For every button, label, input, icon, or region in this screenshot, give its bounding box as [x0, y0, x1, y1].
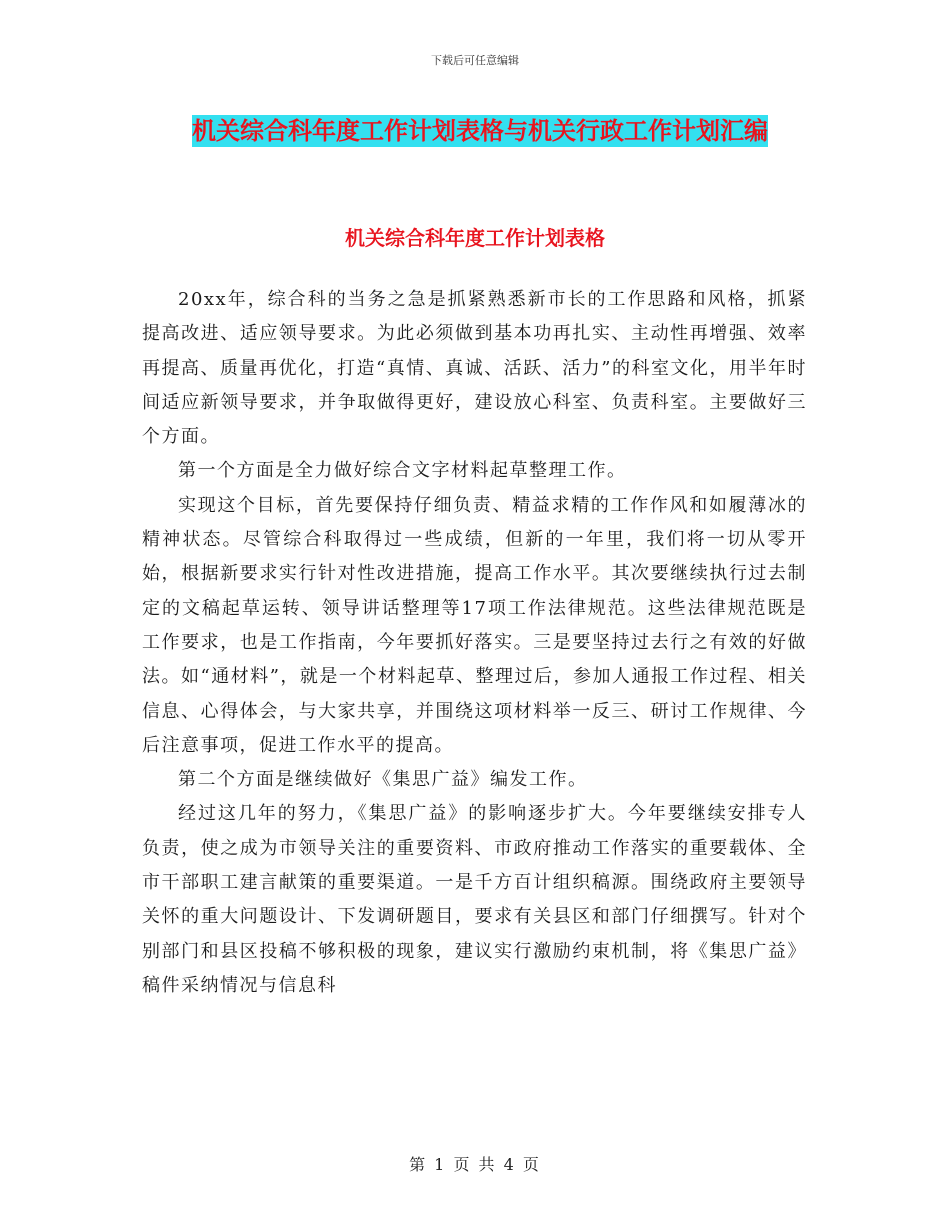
page-number-footer: 第 1 页 共 4 页: [409, 1155, 541, 1174]
header-note: 下载后可任意编辑: [431, 54, 519, 67]
body-paragraph: 第二个方面是继续做好《集思广益》编发工作。: [178, 769, 588, 791]
document-title-text: 机关综合科年度工作计划表格与机关行政工作计划汇编: [192, 117, 768, 145]
document-title: [140, 110, 820, 152]
section-title: 机关综合科年度工作计划表格: [345, 226, 605, 250]
body-paragraph: 第一个方面是全力做好综合文字材料起草整理工作。: [178, 460, 627, 482]
body-paragraph: 20xx年，综合科的当务之急是抓紧熟悉新市长的工作思路和风格，抓紧提高改进、适应领导要求。为此必须做到基本功再扎实、主动性再增强、效率再提高、质量再优化，打造“真情、真诚、活跃、活力”的科室文化，用半年时间适应新领导要求，并争取做得更好，建设放心科室、负责科室。主要做好三个方面。: [142, 289, 807, 448]
body-paragraph: 实现这个目标，首先要保持仔细负责、精益求精的工作作风和如履薄冰的精神状态。尽管综合科取得过一些成绩，但新的一年里，我们将一切从零开始，根据新要求实行针对性改进措施，提高工作水平。其次要继续执行过去制定的文稿起草运转、领导讲话整理等17项工作法律规范。这些法律规范既是工作要求，也是工作指南，今年要抓好落实。三是要坚持过去行之有效的好做法。如“通材料”，就是一个材料起草、整理过后，参加人通报工作过程、相关信息、心得体会，与大家共享，并围绕这项材料举一反三、研讨工作规律、今后注意事项，促进工作水平的提高。: [142, 494, 807, 756]
body-paragraph: 经过这几年的努力，《集思广益》的影响逐步扩大。今年要继续安排专人负责，使之成为市领导关注的重要资料、市政府推动工作落实的重要载体、全市干部职工建言献策的重要渠道。一是千方百计组织稿源。围绕政府主要领导关怀的重大问题设计、下发调研题目，要求有关县区和部门仔细撰写。针对个别部门和县区投稿不够积极的现象，建议实行激励约束机制，将《集思广益》稿件采纳情况与信息科: [142, 803, 807, 996]
document-body: [142, 283, 807, 1003]
